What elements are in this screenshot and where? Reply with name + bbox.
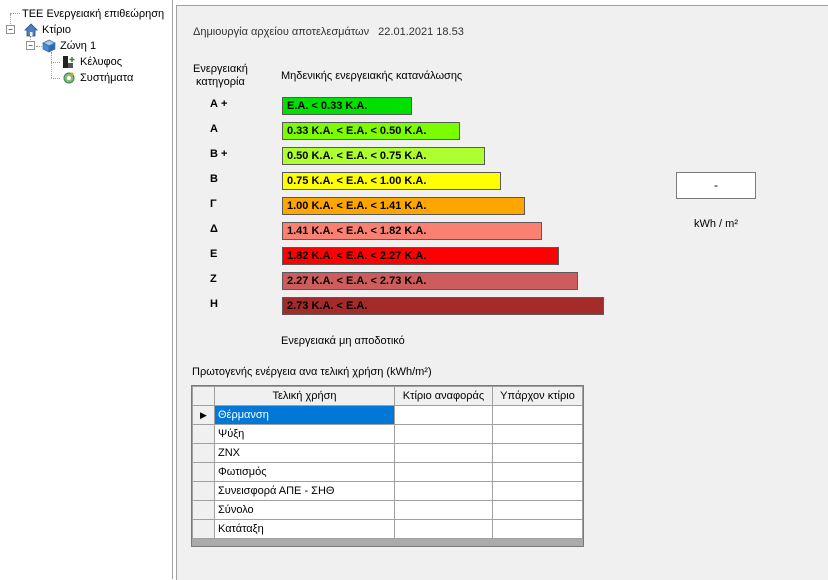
- energy-class-bar-b: 0.75 Κ.Α. < Ε.Α. < 1.00 Κ.Α.: [282, 172, 501, 190]
- results-panel: [176, 5, 828, 580]
- table-cell-end-use[interactable]: ΖΝΧ: [215, 444, 395, 463]
- table-row[interactable]: [193, 406, 583, 425]
- column-header-existing-building[interactable]: Υπάρχον κτίριο: [493, 387, 583, 406]
- created-info: [193, 26, 464, 38]
- tree-connector: [51, 78, 60, 79]
- table-cell-existing[interactable]: [493, 520, 583, 539]
- table-cell-reference[interactable]: [395, 463, 493, 482]
- category-letter: Β +: [210, 148, 228, 160]
- category-header-line2: κατηγορία: [195, 76, 245, 88]
- column-header-end-use[interactable]: Τελική χρήση: [215, 387, 395, 406]
- navigation-tree: [0, 0, 173, 579]
- table-cell-reference[interactable]: [395, 406, 493, 425]
- table-cell-existing[interactable]: [493, 463, 583, 482]
- row-header-corner: [193, 387, 215, 406]
- table-cell-end-use[interactable]: Ψύξη: [215, 425, 395, 444]
- tree-item-root[interactable]: [22, 6, 164, 22]
- energy-class-bar-a-plus: Ε.Α. < 0.33 Κ.Α.: [282, 97, 412, 115]
- table-row[interactable]: [193, 520, 583, 539]
- created-value: 22.01.2021 18.53: [378, 26, 464, 38]
- energy-class-bar-d: 1.41 Κ.Α. < Ε.Α. < 1.82 Κ.Α.: [282, 222, 542, 240]
- category-letter: Δ: [210, 223, 218, 235]
- tree-item-root-label: ΤΕΕ Ενεργειακή επιθεώρηση: [22, 8, 165, 20]
- tree-connector: [51, 52, 52, 78]
- cube-icon: [42, 39, 56, 53]
- table-cell-reference[interactable]: [395, 501, 493, 520]
- row-header[interactable]: [193, 501, 215, 520]
- energy-class-bar-g: 1.00 Κ.Α. < Ε.Α. < 1.41 Κ.Α.: [282, 197, 525, 215]
- tree-item-zone[interactable]: [42, 38, 96, 54]
- tree-item-building[interactable]: [24, 22, 71, 38]
- inefficient-label: Ενεργειακά μη αποδοτικό: [281, 335, 405, 347]
- energy-class-bar-e: 1.82 Κ.Α. < Ε.Α. < 2.27 Κ.Α.: [282, 247, 559, 265]
- tree-item-shell-label: Κέλυφος: [80, 56, 123, 68]
- column-header-reference-building[interactable]: Κτίριο αναφοράς: [395, 387, 493, 406]
- energy-value-field: -: [676, 172, 756, 199]
- energy-class-bar-b-plus: 0.50 Κ.Α. < Ε.Α. < 0.75 Κ.Α.: [282, 147, 485, 165]
- table-cell-end-use[interactable]: Συνεισφορά ΑΠΕ - ΣΗΘ: [215, 482, 395, 501]
- category-letter: Α +: [210, 98, 228, 110]
- energy-class-bar-h: 2.73 Κ.Α. < Ε.Α.: [282, 297, 604, 315]
- primary-energy-grid[interactable]: [191, 385, 584, 547]
- category-letter: Ζ: [210, 273, 217, 285]
- energy-unit-label: kWh / m²: [694, 218, 738, 230]
- table-cell-reference[interactable]: [395, 425, 493, 444]
- row-header[interactable]: [193, 463, 215, 482]
- table-cell-existing[interactable]: [493, 482, 583, 501]
- created-label: Δημιουργία αρχείου αποτελεσμάτων: [193, 26, 370, 38]
- tree-item-systems[interactable]: [62, 70, 133, 86]
- tree-item-zone-label: Ζώνη 1: [60, 40, 97, 52]
- table-cell-existing[interactable]: [493, 501, 583, 520]
- table-cell-end-use[interactable]: Κατάταξη: [215, 520, 395, 539]
- table-row[interactable]: [193, 444, 583, 463]
- gear-icon: [62, 71, 76, 85]
- table-cell-reference[interactable]: [395, 444, 493, 463]
- house-icon: [24, 23, 38, 37]
- table-cell-reference[interactable]: [395, 482, 493, 501]
- row-header[interactable]: [193, 425, 215, 444]
- tree-connector: [10, 13, 20, 14]
- row-header[interactable]: [193, 444, 215, 463]
- energy-class-bar-a: 0.33 Κ.Α. < Ε.Α. < 0.50 Κ.Α.: [282, 122, 460, 140]
- current-row-indicator-icon[interactable]: ▶: [193, 406, 215, 425]
- energy-class-bar-z: 2.27 Κ.Α. < Ε.Α. < 2.73 Κ.Α.: [282, 272, 578, 290]
- table-cell-existing[interactable]: [493, 425, 583, 444]
- category-header: [193, 63, 248, 89]
- category-letter: Γ: [210, 198, 217, 210]
- tree-item-shell[interactable]: [62, 54, 122, 70]
- table-header-row: [193, 387, 583, 406]
- tree-item-building-label: Κτίριο: [42, 24, 71, 36]
- table-cell-end-use[interactable]: Σύνολο: [215, 501, 395, 520]
- table-cell-reference[interactable]: [395, 520, 493, 539]
- primary-energy-table: [192, 386, 583, 539]
- table-cell-existing[interactable]: [493, 444, 583, 463]
- table-cell-end-use[interactable]: Θέρμανση: [215, 406, 395, 425]
- category-letter: Ε: [210, 248, 218, 260]
- category-header-line1: Ενεργειακή: [193, 63, 248, 75]
- category-letter: Β: [210, 173, 218, 185]
- collapse-icon[interactable]: −: [6, 25, 15, 34]
- category-letter: Α: [210, 123, 218, 135]
- collapse-icon[interactable]: −: [26, 41, 35, 50]
- row-header[interactable]: [193, 520, 215, 539]
- table-row[interactable]: [193, 425, 583, 444]
- zero-energy-header: Μηδενικής ενεργειακής κατανάλωσης: [281, 70, 463, 82]
- table-row[interactable]: [193, 463, 583, 482]
- tree-item-systems-label: Συστήματα: [80, 72, 134, 84]
- table-cell-existing[interactable]: [493, 406, 583, 425]
- row-header[interactable]: [193, 482, 215, 501]
- table-row[interactable]: [193, 501, 583, 520]
- table-row[interactable]: [193, 482, 583, 501]
- category-letter: Η: [210, 298, 218, 310]
- wall-icon: [62, 55, 76, 69]
- tree-connector: [51, 62, 60, 63]
- table-cell-end-use[interactable]: Φωτισμός: [215, 463, 395, 482]
- primary-energy-table-title: Πρωτογενής ενέργεια ανα τελική χρήση (kWh/m²): [192, 366, 432, 378]
